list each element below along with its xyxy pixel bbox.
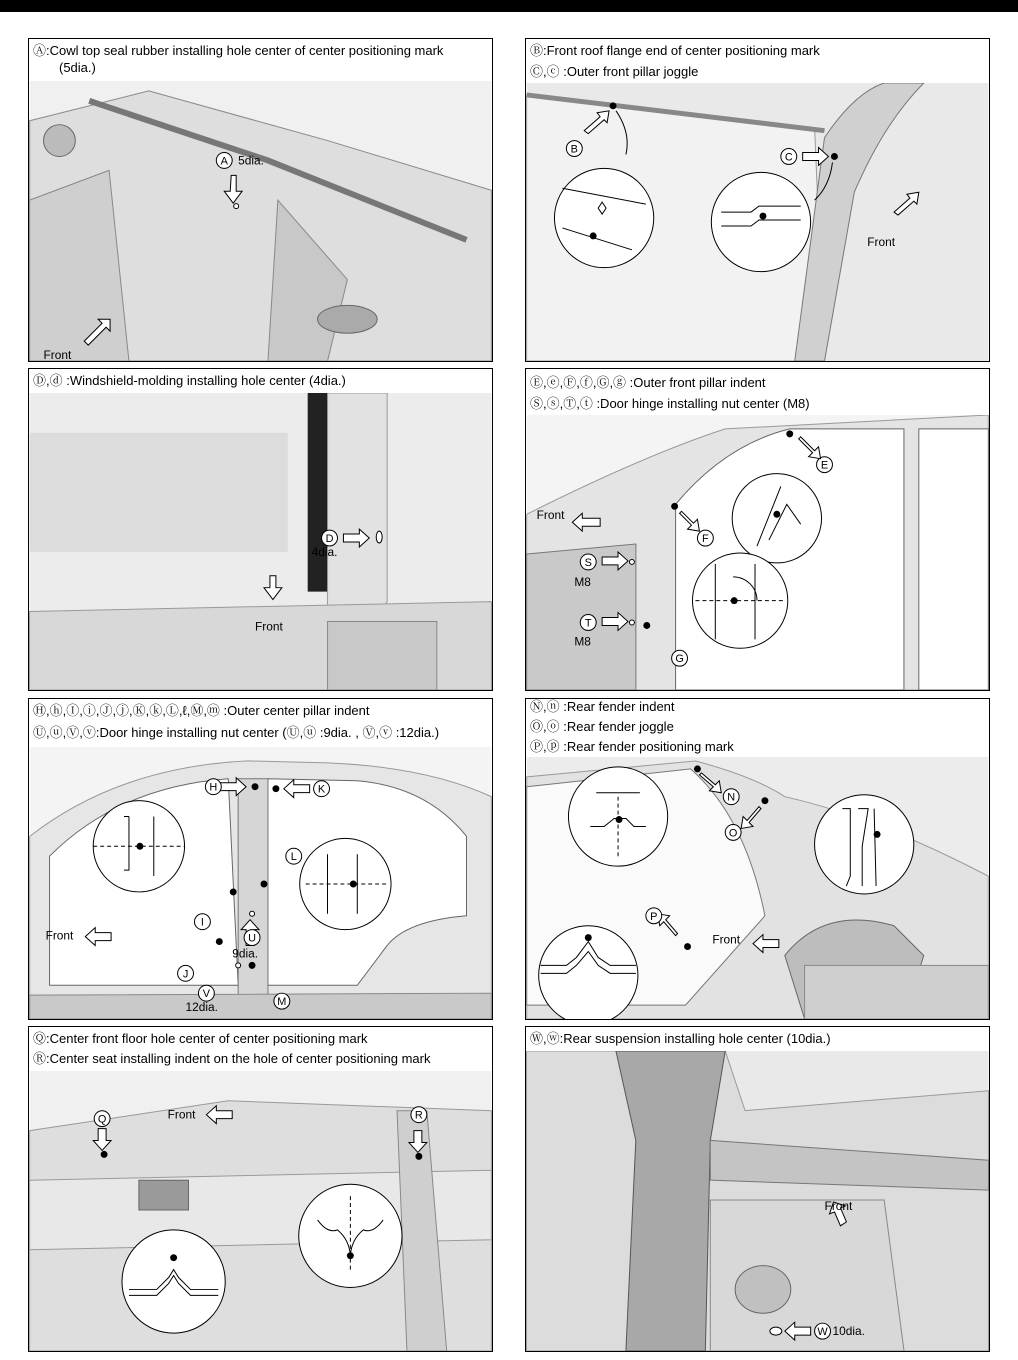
- callout-r: R: [414, 1109, 423, 1122]
- panel-front-pillar: [525, 368, 990, 691]
- panel-rear-fender: [525, 698, 990, 1020]
- panel-rear-suspension: [525, 1026, 990, 1352]
- front-label: Front: [255, 619, 283, 634]
- caption-line-1: Ⓑ:Front roof flange end of center positioning mark: [530, 43, 820, 58]
- caption-line-2: Ⓒ,ⓒ :Outer front pillar joggle: [530, 64, 699, 79]
- caption-line-3: Ⓟ,ⓟ :Rear fender positioning mark: [530, 739, 734, 754]
- panel-center-pillar: [28, 698, 493, 1020]
- top-rule: [0, 0, 1018, 12]
- center-pillar-illustration: [29, 747, 492, 1019]
- panel-windshield: [28, 368, 493, 691]
- size-9-label: 9dia.: [232, 946, 259, 961]
- rear-suspension-illustration: [526, 1051, 989, 1351]
- front-label: Front: [167, 1107, 196, 1122]
- detail-magnifier-circle: [711, 172, 810, 271]
- callout-o: O: [728, 827, 738, 840]
- front-label: Front: [867, 234, 896, 249]
- callout-s: S: [584, 556, 592, 569]
- size-12-label: 12dia.: [185, 1000, 219, 1015]
- callout-d: D: [325, 532, 334, 545]
- front-label: Front: [536, 508, 565, 523]
- size-label: 10dia.: [832, 1324, 865, 1339]
- callout-w: W: [817, 1326, 828, 1339]
- caption-line-1: Ⓝ,ⓝ :Rear fender indent: [530, 699, 675, 714]
- rear-fender-illustration: [526, 757, 989, 1019]
- callout-v: V: [202, 988, 211, 1001]
- front-roof-illustration: [526, 83, 989, 361]
- hole-marker: [376, 531, 382, 543]
- caption-line-2: (5dia.): [59, 60, 96, 75]
- callout-n: N: [727, 791, 736, 804]
- caption-line-2: Ⓢ,ⓢ,Ⓣ,ⓣ :Door hinge installing nut center (M8): [530, 396, 810, 411]
- front-label: Front: [45, 928, 74, 943]
- center-floor-illustration: [29, 1071, 492, 1351]
- callout-g: G: [675, 653, 684, 666]
- callout-u: U: [248, 932, 257, 945]
- panel-front-roof: [525, 38, 990, 362]
- callout-i: I: [200, 916, 204, 929]
- caption-line-1: Ⓠ:Center front floor hole center of center positioning mark: [33, 1031, 368, 1046]
- detail-magnifier-circle: [122, 1230, 225, 1333]
- caption-line-1: Ⓗ,ⓗ,Ⓘ,ⓘ,Ⓙ,ⓙ,Ⓚ,ⓚ,Ⓛ,ℓ,Ⓜ,ⓜ :Outer center pillar indent: [33, 703, 370, 718]
- callout-c: C: [784, 151, 793, 164]
- callout-q: Q: [97, 1113, 107, 1126]
- callout-p: P: [650, 910, 658, 923]
- size-label: 4dia.: [311, 544, 338, 559]
- front-pillar-illustration: [526, 415, 989, 690]
- detail-magnifier-circle: [732, 474, 821, 563]
- front-label: Front: [712, 932, 741, 947]
- windshield-illustration: [29, 393, 492, 690]
- callout-f: F: [702, 533, 709, 546]
- panel-center-floor: [28, 1026, 493, 1352]
- callout-h: H: [209, 781, 218, 794]
- detail-magnifier-circle: [554, 168, 653, 267]
- callout-e: E: [820, 459, 829, 472]
- callout-k: K: [317, 783, 326, 796]
- callout-j: J: [182, 968, 189, 981]
- caption-line-2: Ⓤ,ⓤ,Ⓥ,ⓥ:Door hinge installing nut center (Ⓤ,ⓤ :9dia. , Ⓥ,ⓥ :12dia.): [33, 725, 440, 740]
- caption-line-2: Ⓞ,ⓞ :Rear fender joggle: [530, 719, 674, 734]
- m8-label-s: M8: [574, 574, 591, 589]
- callout-t: T: [584, 617, 592, 630]
- detail-magnifier-circle: [815, 795, 914, 894]
- caption-line-1: Ⓦ,ⓦ:Rear suspension installing hole center (10dia.): [530, 1031, 831, 1046]
- caption-line-1: Ⓔ,ⓔ,Ⓕ,ⓕ,Ⓖ,ⓖ :Outer front pillar indent: [530, 375, 766, 390]
- caption-line-2: Ⓡ:Center seat installing indent on the hole of center positioning mark: [33, 1051, 431, 1066]
- hole-marker: [234, 204, 239, 209]
- callout-m: M: [277, 996, 287, 1009]
- hole-marker: [770, 1327, 782, 1335]
- size-label: 5dia.: [238, 153, 264, 168]
- callout-a: A: [220, 155, 228, 168]
- callout-l: L: [290, 851, 297, 864]
- m8-label-t: M8: [574, 634, 591, 649]
- panel-cowl-top: [28, 38, 493, 362]
- caption-line-1: Ⓐ:Cowl top seal rubber installing hole center of center positioning mark: [33, 43, 444, 58]
- callout-b: B: [570, 143, 578, 156]
- front-label: Front: [43, 348, 72, 361]
- front-label: Front: [824, 1198, 853, 1213]
- cowl-top-illustration: [29, 81, 492, 361]
- caption-line-1: Ⓓ,ⓓ :Windshield-molding installing hole center (4dia.): [33, 373, 346, 388]
